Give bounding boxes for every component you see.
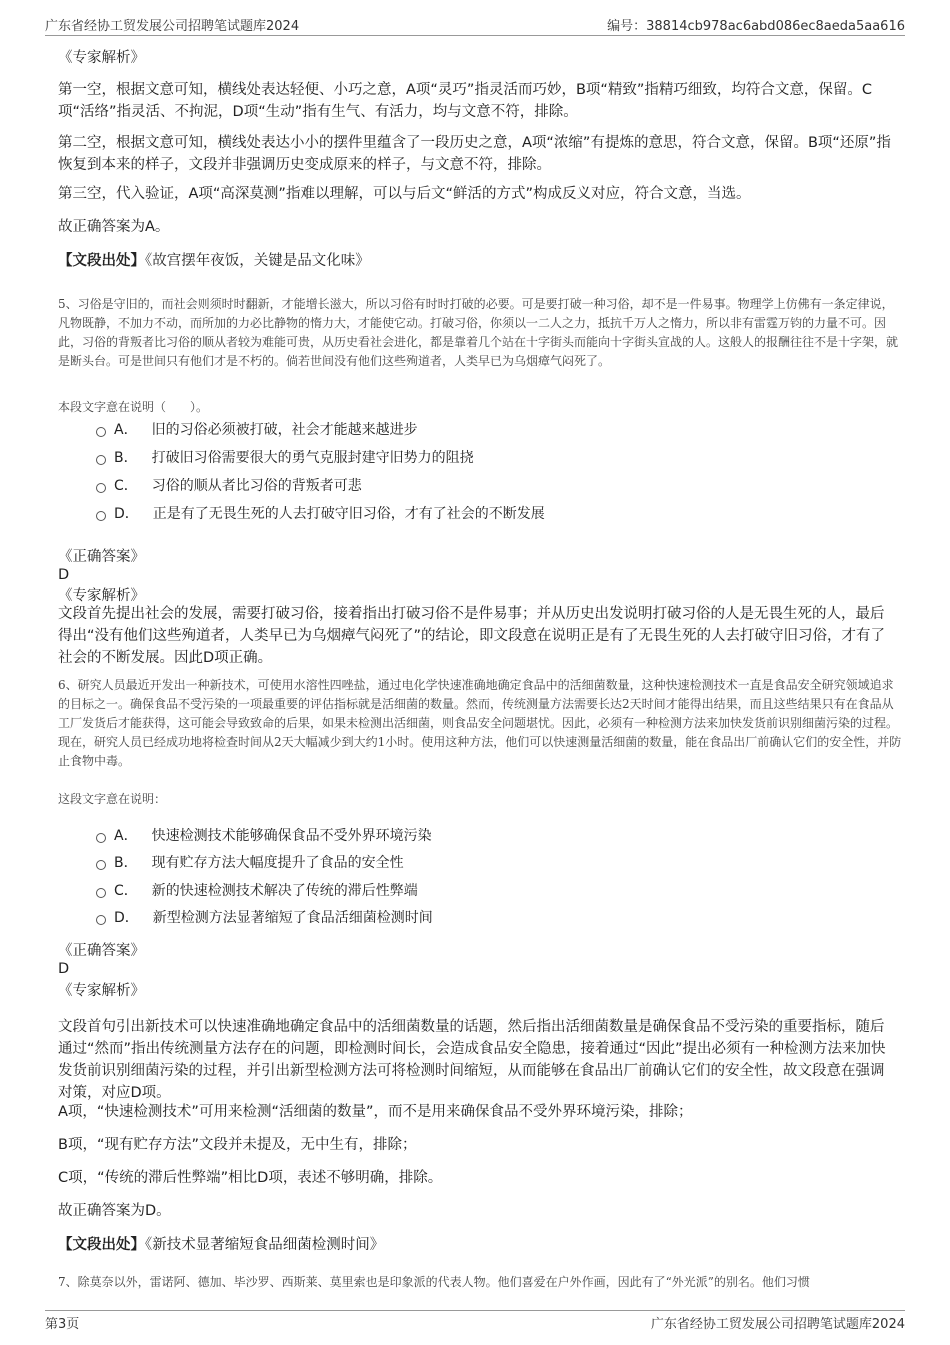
document-id: 编号：38814cb978ac6abd086ec8aeda5aa616 (607, 19, 905, 34)
option-label: A． (114, 828, 138, 844)
q5-option-b[interactable] (96, 447, 474, 469)
option-label: B． (114, 855, 138, 871)
radio-icon[interactable] (96, 511, 106, 521)
q6-option-a-note: A项，“快速检测技术”可用来检测“活细菌的数量”，而不是用来确保食品不受外界环境污染，排除； (58, 1104, 693, 1120)
radio-icon[interactable] (96, 427, 106, 437)
q4-source-label: 【文段出处】 (58, 253, 145, 269)
q6-source-label: 【文段出处】 (58, 1237, 145, 1253)
q4-analysis-p1: 第一空，根据文意可知，横线处表达轻便、小巧之意，A项“灵巧”指灵活而巧妙，B项“精致”指精巧细致，均符合文意，保留。C项“活络”指灵活、不拘泥，D项“生动”指有生气、有活力，均与文意不符，排除。 (58, 82, 873, 120)
option-label: D． (114, 910, 139, 926)
q5-answer: D (58, 567, 70, 583)
radio-icon[interactable] (96, 833, 106, 843)
option-text: 新的快速检测技术解决了传统的滞后性弊端 (151, 883, 418, 899)
q6-option-c-note: C项，“传统的滞后性弊端”相比D项，表述不够明确，排除。 (58, 1170, 443, 1186)
option-text: 现有贮存方法大幅度提升了食品的安全性 (151, 855, 404, 871)
q5-analysis-title: 《专家解析》 (58, 588, 145, 604)
q4-analysis-title: 《专家解析》 (58, 50, 145, 66)
q6-conclusion: 故正确答案为D。 (58, 1203, 171, 1219)
q5-option-c[interactable] (96, 475, 362, 497)
option-text: 新型检测方法显著缩短了食品活细菌检测时间 (152, 910, 433, 926)
q7-passage: 7、除莫奈以外，雷诺阿、德加、毕沙罗、西斯莱、莫里索也是印象派的代表人物。他们喜爱在户外作画，因此有了“外光派”的别名。他们习惯 (58, 1275, 810, 1289)
q6-answer-title: 《正确答案》 (58, 943, 145, 959)
option-text: 打破旧习俗需要很大的勇气克服封建守旧势力的阻挠 (151, 450, 474, 466)
q6-option-a[interactable] (96, 825, 432, 847)
q4-source-title: 《故宫摆年夜饭，关键是品文化味》 (145, 253, 370, 269)
q6-option-b[interactable] (96, 852, 404, 874)
q5-question: 本段文字意在说明（ ）。 (58, 400, 209, 414)
option-text: 快速检测技术能够确保食品不受外界环境污染 (151, 828, 432, 844)
q6-question: 这段文字意在说明： (58, 792, 167, 806)
q6-answer: D (58, 961, 70, 977)
radio-icon[interactable] (96, 860, 106, 870)
option-text: 习俗的顺从者比习俗的背叛者可悲 (151, 478, 362, 494)
option-text: 旧的习俗必须被打破，社会才能越来越进步 (151, 422, 418, 438)
q6-source (58, 1234, 898, 1256)
radio-icon[interactable] (96, 888, 106, 898)
q5-option-d[interactable] (96, 503, 545, 525)
q6-analysis: 文段首句引出新技术可以快速准确地确定食品中的活细菌数量的话题，然后指出活细菌数量是确保食品不受污染的重要指标，随后通过“然而”指出传统测量方法存在的问题，即检测时间长，会造成食品安全隐患，接着通过“因此”提出必须有一种检测方法来加快发货前识别细菌污染的过程，并引出新型检测方法可将检测时间缩短，从而能够在食品出厂前确认它们的安全性，故文段意在强调对策，对应D项。 (58, 1019, 886, 1101)
header-title: 广东省经协工贸发展公司招聘笔试题库2024 (45, 19, 300, 34)
footer-title: 广东省经协工贸发展公司招聘笔试题库2024 (650, 1317, 905, 1332)
q6-passage: 6、研究人员最近开发出一种新技术，可使用水溶性四唑盐，通过电化学快速准确地确定食品中的活细菌数量，这种快速检测技术一直是食品安全研究领域追求的目标之一。确保食品不受污染的一项最重要的评估指标就是活细菌的数量。然而，传统测量方法需要长达2天时间才能得出结果，而且这些结果只有在食品从工厂发货后才能获得，这可能会导致致命的后果，如果未检测出活细菌，则食品安全问题堪忧。因此，必须有一种检测方法来加快发货前识别细菌污染的过程。现在，研究人员已经成功地将检查时间从2天大幅减少到大约1小时。使用这种方法，他们可以快速测量活细菌的数量，能在食品出厂前确认它们的安全性，并防止食物中毒。 (58, 678, 902, 768)
q4-analysis-p3: 第三空，代入验证，A项“高深莫测”指难以理解，可以与后文“鲜活的方式”构成反义对应，符合文意，当选。 (58, 186, 751, 202)
q5-answer-title: 《正确答案》 (58, 549, 145, 565)
option-text: 正是有了无畏生死的人去打破守旧习俗，才有了社会的不断发展 (152, 506, 545, 522)
footer-divider (45, 1310, 905, 1311)
q4-conclusion: 故正确答案为A。 (58, 219, 170, 235)
option-label: C． (114, 883, 138, 899)
option-label: B． (114, 450, 138, 466)
q4-analysis-p2: 第二空，根据文意可知，横线处表达小小的摆件里蕴含了一段历史之意，A项“浓缩”有提炼的意思，符合文意，保留。B项“还原”指恢复到本来的样子，文段并非强调历史变成原来的样子，与文意不符，排除。 (58, 135, 891, 173)
q4-source (58, 250, 898, 272)
page-number: 第3页 (45, 1317, 80, 1332)
option-label: C． (114, 478, 138, 494)
option-label: A． (114, 422, 138, 438)
q6-source-title: 《新技术显著缩短食品细菌检测时间》 (145, 1237, 385, 1253)
radio-icon[interactable] (96, 915, 106, 925)
q6-analysis-title: 《专家解析》 (58, 983, 145, 999)
radio-icon[interactable] (96, 483, 106, 493)
q5-option-a[interactable] (96, 419, 418, 441)
q6-option-c[interactable] (96, 880, 418, 902)
q5-analysis: 文段首先提出社会的发展，需要打破习俗，接着指出打破习俗不是件易事；并从历史出发说明打破习俗的人是无畏生死的人，最后得出“没有他们这些殉道者，人类早已为乌烟瘴气闷死了”的结论，即文段意在说明正是有了无畏生死的人去打破守旧习俗，才有了社会的不断发展。因此D项正确。 (58, 606, 886, 666)
radio-icon[interactable] (96, 455, 106, 465)
q6-option-d[interactable] (96, 907, 433, 929)
q5-passage: 5、习俗是守旧的，而社会则须时时翻新，才能增长滋大，所以习俗有时时打破的必要。可是要打破一种习俗，却不是一件易事。物理学上仿佛有一条定律说，凡物既静，不加力不动，而所加的力必比静物的惰力大，才能使它动。打破习俗，你须以一二人之力，抵抗千万人之惰力，所以非有雷霆万钧的力量不可。因此，习俗的背叛者比习俗的顺从者较为难能可贵，从历史看社会进化，都是靠着几个站在十字街头而能向十字街头宣战的人。这般人的报酬往往不是十字架，就是断头台。可是世间只有他们才是不朽的。倘若世间没有他们这些殉道者，人类早已为乌烟瘴气闷死了。 (58, 297, 899, 368)
q6-option-b-note: B项，“现有贮存方法”文段并未提及，无中生有，排除； (58, 1137, 417, 1153)
option-label: D． (114, 506, 139, 522)
header-divider (45, 35, 905, 36)
